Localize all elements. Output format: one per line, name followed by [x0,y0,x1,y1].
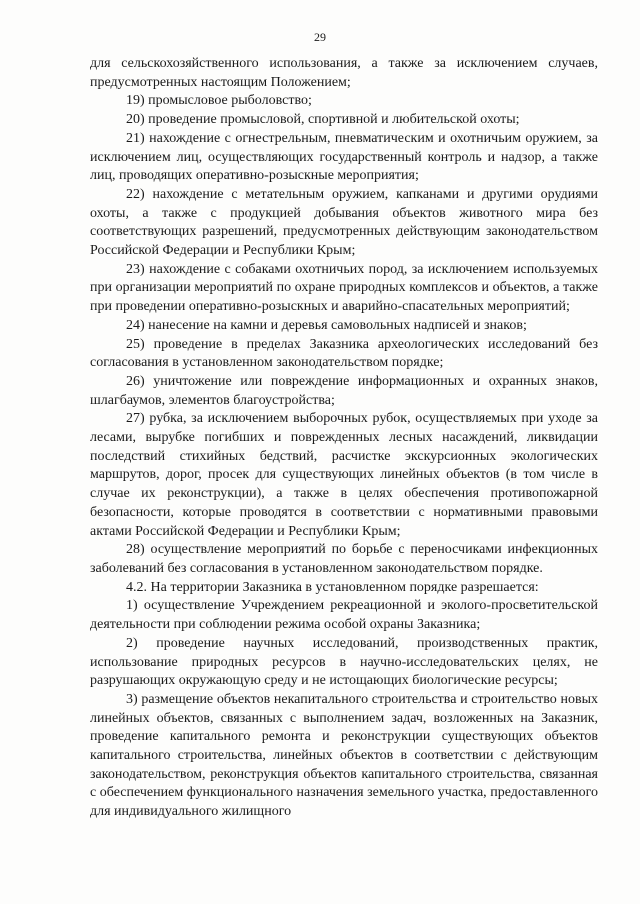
paragraph: для сельскохозяйственного использования, а также за исключением случаев, предусмотренных настоящим Положением; [90,56,598,90]
page-number: 29 [314,30,326,44]
paragraph: 21) нахождение с огнестрельным, пневматическим и охотничьим оружием, за исключением лиц, осуществляющих государственный контроль и надзор, а также лиц, проводящих оперативно-розыскные мероприятия; [90,130,598,184]
paragraph: 3) размещение объектов некапитального строительства и строительство новых линейных объектов, связанных с выполнением задач, возложенных на Заказник, проведение капитального ремонта и реконструкции существующих объектов капитального строительства, линейных объектов в соответствии с действующим законодательством, реконструкция объектов капитального строительства, связанная с обеспечением функционального назначения земельного участка, предоставленного для индивидуального жилищного [90,691,598,820]
paragraph: 23) нахождение с собаками охотничьих пород, за исключением используемых при организации мероприятий по охране природных комплексов и объектов, а также при проведении оперативно-розыскных и аварийно-спасательных мероприятий; [90,261,598,315]
paragraph: 19) промысловое рыболовство; [126,93,312,109]
paragraph: 4.2. На территории Заказника в установленном порядке разрешается: [126,579,539,595]
paragraph: 26) уничтожение или повреждение информационных и охранных знаков, шлагбаумов, элементов благоустройства; [90,373,598,408]
paragraph: 20) проведение промысловой, спортивной и любительской охоты; [126,112,520,128]
paragraph: 2) проведение научных исследований, производственных практик, использование природных ресурсов в научно-исследовательских целях, не разрушающих окружающую среду и не истощающих биологические ресурсы; [90,635,598,689]
document-body [90,55,598,822]
paragraph: 22) нахождение с метательным оружием, капканами и другими орудиями охоты, а также с продукцией добывания объектов животного мира без соответствующих разрешений, предусмотренных действующим законодательством Российской Федерации и Республики Крым; [90,186,598,259]
paragraph: 27) рубка, за исключением выборочных рубок, осуществляемых при уходе за лесами, вырубке погибших и поврежденных лесных насаждений, ликвидации последствий стихийных бедствий, расчистке экскурсионных экологических маршрутов, дорог, просек для существующих линейных объектов (в том числе в случае их реконструкции), а также в целях обеспечения противопожарной безопасности, которые проводятся в соответствии с нормативными правовыми актами Российской Федерации и Республики Крым; [90,411,598,539]
paragraph: 28) осуществление мероприятий по борьбе с переносчиками инфекционных заболеваний без согласования в установленном законодательством порядке. [90,542,598,576]
paragraph: 1) осуществление Учреждением рекреационной и эколого-просветительской деятельности при соблюдении режима особой охраны Заказника; [90,598,598,633]
paragraph: 25) проведение в пределах Заказника археологических исследований без согласования в установленном законодательством порядке; [90,336,598,371]
paragraph: 24) нанесение на камни и деревья самовольных надписей и знаков; [126,317,527,333]
